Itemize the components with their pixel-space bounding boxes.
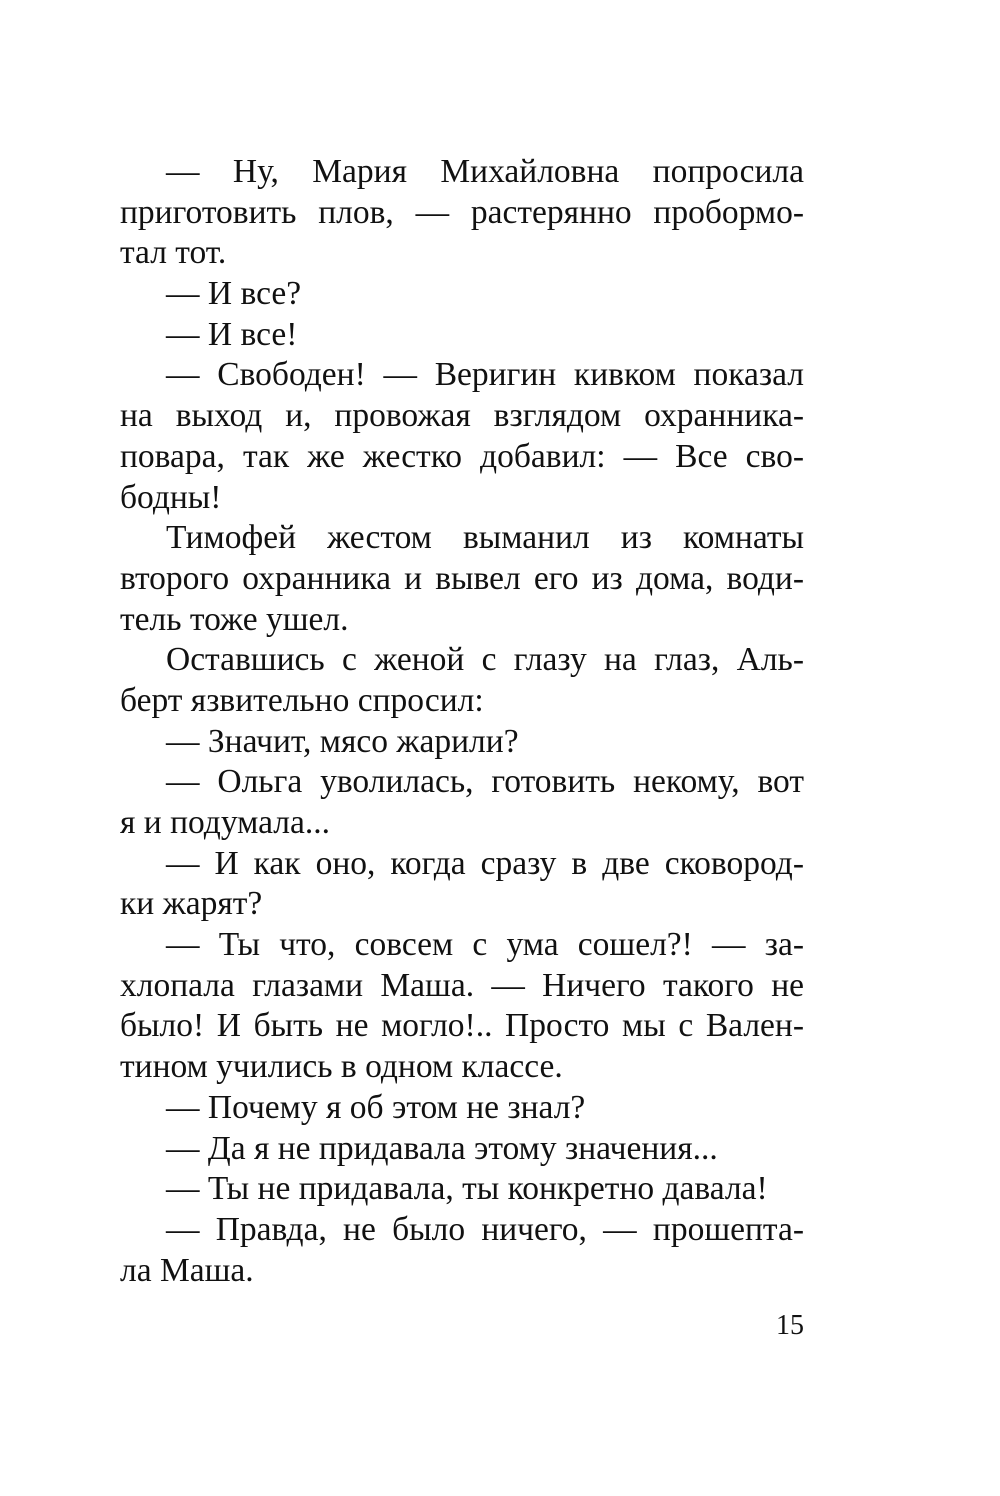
text-line: Тимофей жестом выманил из комнаты xyxy=(166,519,804,557)
text-line: — Ты не придавала, ты конкретно давала! xyxy=(166,1170,768,1208)
text-line: на выход и, провожая взглядом охранника- xyxy=(120,397,804,435)
text-line: Оставшись с женой с глазу на глаз, Аль- xyxy=(166,641,804,679)
text-line: повара, так же жестко добавил: — Все сво- xyxy=(120,437,804,475)
text-line: — Свободен! — Веригин кивком показал xyxy=(166,356,804,394)
text-line: — Ну, Мария Михайловна попросила xyxy=(166,153,804,190)
text-line: — Ты что, совсем с ума сошел?! — за- xyxy=(166,926,804,964)
text-line: — И как оно, когда сразу в две сковород- xyxy=(166,844,804,882)
text-line: — И все! xyxy=(166,315,298,353)
text-line: тель тоже ушел. xyxy=(120,600,349,638)
text-line: — Правда, не было ничего, — прошепта- xyxy=(166,1210,804,1248)
text-line: тал тот. xyxy=(120,234,227,272)
text-line: второго охранника и вывел его из дома, води- xyxy=(120,559,804,597)
text-line: ла Маша. xyxy=(120,1251,254,1289)
text-line: — Почему я об этом не знал? xyxy=(166,1088,586,1126)
page-body xyxy=(120,152,804,1291)
text-line: приготовить плов, — растерянно пробормо- xyxy=(120,193,804,231)
text-line: — И все? xyxy=(166,275,302,313)
text-line: ки жарят? xyxy=(120,885,263,923)
page-number: 15 xyxy=(776,1310,804,1341)
text-line: хлопала глазами Маша. — Ничего такого не xyxy=(120,966,804,1004)
text-line: берт язвительно спросил: xyxy=(120,681,484,719)
text-line: бодны! xyxy=(120,478,222,516)
text-line: было! И быть не могло!.. Просто мы с Вален- xyxy=(120,1007,804,1045)
text-line: — Значит, мясо жарили? xyxy=(166,722,519,760)
text-line: я и подумала... xyxy=(120,804,330,841)
text-line: тином учились в одном классе. xyxy=(120,1048,563,1086)
text-line: — Да я не придавала этому значения... xyxy=(166,1129,718,1167)
text-line: — Ольга уволилась, готовить некому, вот xyxy=(166,763,804,801)
